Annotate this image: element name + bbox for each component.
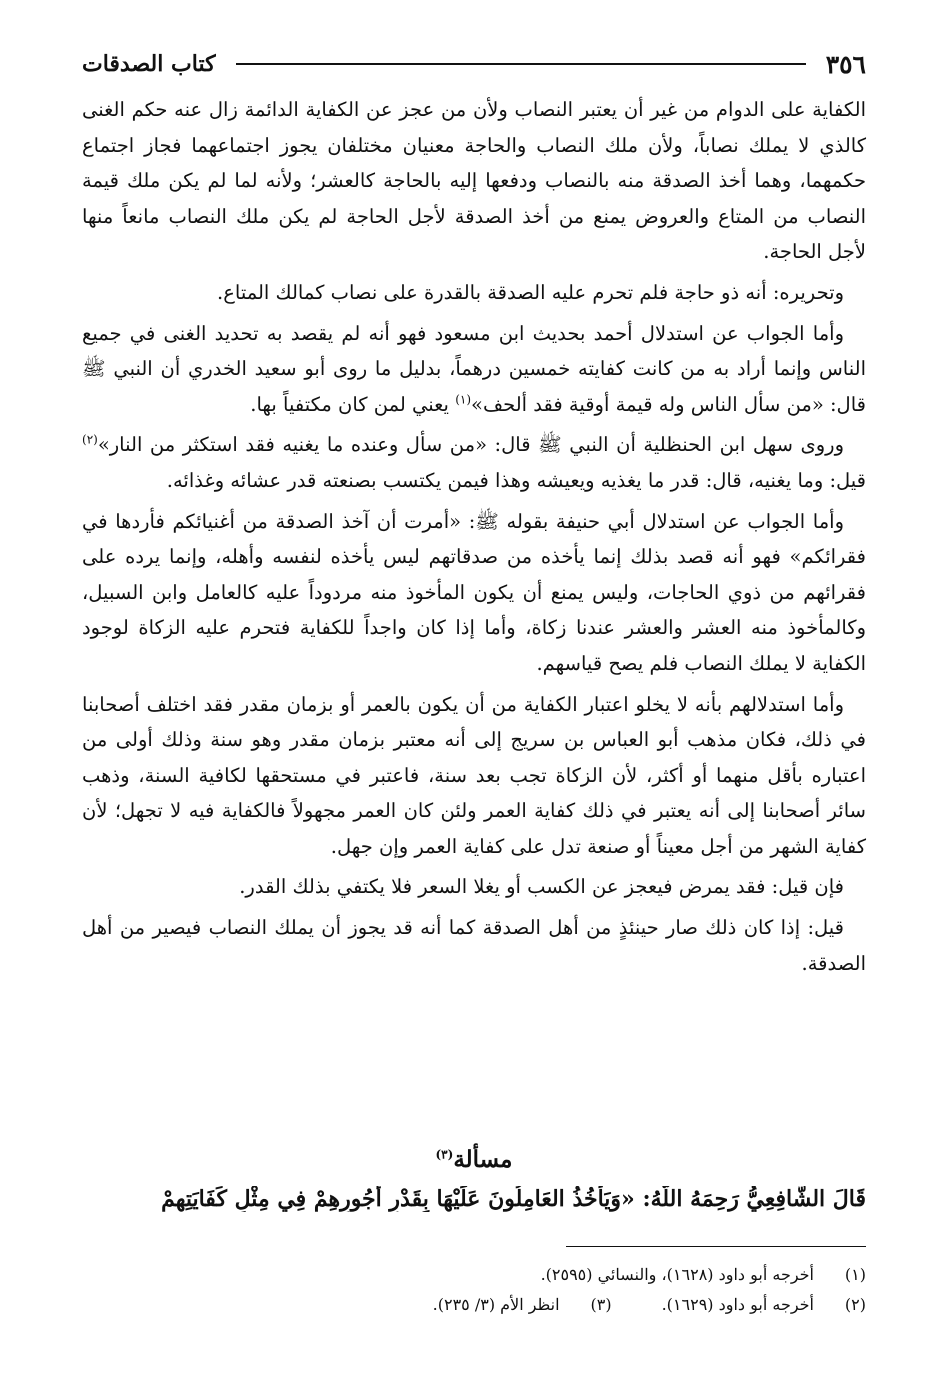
page-number: ٣٥٦: [825, 49, 866, 79]
section-heading-text: مسألة: [453, 1146, 513, 1173]
paragraph: وأما الجواب عن استدلال أبي حنيفة بقوله ﷺ: «أمرت أن آخذ الصدقة من أغنيائكم فأردها في فقرائكم» فهو أنه قصد بذلك إنما يأخذه من صدقاتهم ليس يأخذه لنفسه وأهله، وإنما يرده على فقرائهم من ذوي الحاجات، وليس يمنع أن يكون المأخوذ منه مردوداً عليه كالعامل وابن السبيل، وكالمأخوذ منه العشر والعشر عندنا زكاة، وأما إذا كان واجداً للكفاية فتحرم عليه الزكاة لوجود الكفاية لا يملك النصاب فلم يصح قياسهم.: [82, 509, 866, 675]
paragraph-text: يعني لمن كان مكتفياً بها.: [250, 392, 456, 416]
footnote-text: أخرجه أبو داود (١٦٢٩).: [661, 1295, 814, 1314]
header-rule: [236, 63, 806, 65]
book-title: كتاب الصدقات: [82, 51, 216, 77]
footnote-ref: (٣): [435, 1147, 454, 1162]
section-heading: [82, 1146, 866, 1173]
footnotes: [82, 1260, 866, 1320]
footnote-item: [82, 1290, 866, 1320]
paragraph: وتحريره: أنه ذو حاجة فلم تحرم عليه الصدقة بالقدرة على نصاب كمالك المتاع.: [217, 280, 844, 304]
footnote-number: (٢): [844, 1295, 866, 1314]
paragraph-text: وروى سهل ابن الحنظلية أن النبي ﷺ قال: «من سأل وعنده ما يغنيه فقد استكثر من النار»: [97, 433, 844, 457]
footnote-ref: (٢): [82, 432, 98, 447]
section-quote: قَالَ الشَّافِعِيُّ رَحِمَهُ اللَّهُ: «وَيَأْخُذُ العَامِلُونَ عَلَيْهَا بِقَدْرِ أُجُورِهِمْ فِي مِثْلِ كَفَايَتِهِمْ: [161, 1186, 866, 1212]
paragraph: قيل: إذا كان ذلك صار حينئذٍ من أهل الصدقة كما أنه قد يجوز أن يملك النصاب فيصير من أهل الصدقة.: [82, 916, 866, 975]
paragraph: [82, 427, 866, 498]
body-text: [82, 92, 866, 986]
paragraph: الكفاية على الدوام من غير أن يعتبر النصاب ولأن من عجز عن الكفاية الدائمة زال عنه حكم الغنى كالذي لا يملك نصاباً، ولأن ملك النصاب والحاجة معنيان مختلفان يجوز اجتماعهما فجاز اجتماع حكمهما، وهما أخذ الصدقة منه بالنصاب ودفعها إليه بالحاجة كالعشر؛ ولأنه لما لم يكن ملك قيمة النصاب من المتاع والعروض يمنع من أخذ الصدقة لأجل الحاجة لم يكن ملك النصاب مانعاً منها لأجل الحاجة.: [82, 98, 866, 264]
paragraph: وأما استدلالهم بأنه لا يخلو اعتبار الكفاية من أن يكون بالعمر أو بزمان مقدر فقد اختلف أصحابنا في ذلك، فكان مذهب أبو العباس بن سريج إلى أنه معتبر بزمان مقدر وهو سنة وذلك أولى من اعتباره بأقل منهما أو أكثر، لأن الزكاة تجب بعد سنة، فاعتبر في مستحقها لكافية السنة، وذهب سائر أصحابنا إلى أنه يعتبر في ذلك كفاية العمر ولئن كان العمر مجهولاً فالكفاية فيه لا تجهل؛ لأن كفاية الشهر من أجل معيناً أو صنعة تدل على كفاية العمر وإن جهل.: [82, 692, 866, 858]
paragraph: [82, 316, 866, 423]
footnote-rule: [566, 1246, 866, 1247]
footnote-text: أخرجه أبو داود (١٦٢٨)، والنسائي (٢٥٩٥).: [540, 1265, 814, 1284]
footnote-item: [82, 1260, 866, 1290]
paragraph-text: وأما الجواب عن استدلال أحمد بحديث ابن مسعود فهو أنه لم يقصد به تحديد الغنى في جميع الناس وإنما أراد به من كانت كفايته خمسين درهماً، بدليل ما روى أبو سعيد الخدري أن النبي ﷺ قال: «من سأل الناس وله قيمة أوقية فقد ألحف»: [82, 321, 866, 416]
paragraph-text: قيل: وما يغنيه، قال: قدر ما يغذيه ويعيشه وهذا فيمن يكتسب بصنعته قدر عشائه وغذائه.: [166, 468, 866, 492]
page-header: [82, 44, 866, 84]
footnote-spacer: [612, 1290, 662, 1320]
footnote-ref: (١): [455, 392, 472, 407]
footnote-number: (١): [844, 1265, 866, 1284]
paragraph: فإن قيل: فقد يمرض فيعجز عن الكسب أو يغلا السعر فلا يكتفي بذلك القدر.: [239, 875, 844, 899]
footnote-text: انظر الأم (٣/ ٢٣٥).: [432, 1295, 560, 1314]
footnote-number: (٣): [590, 1295, 612, 1314]
